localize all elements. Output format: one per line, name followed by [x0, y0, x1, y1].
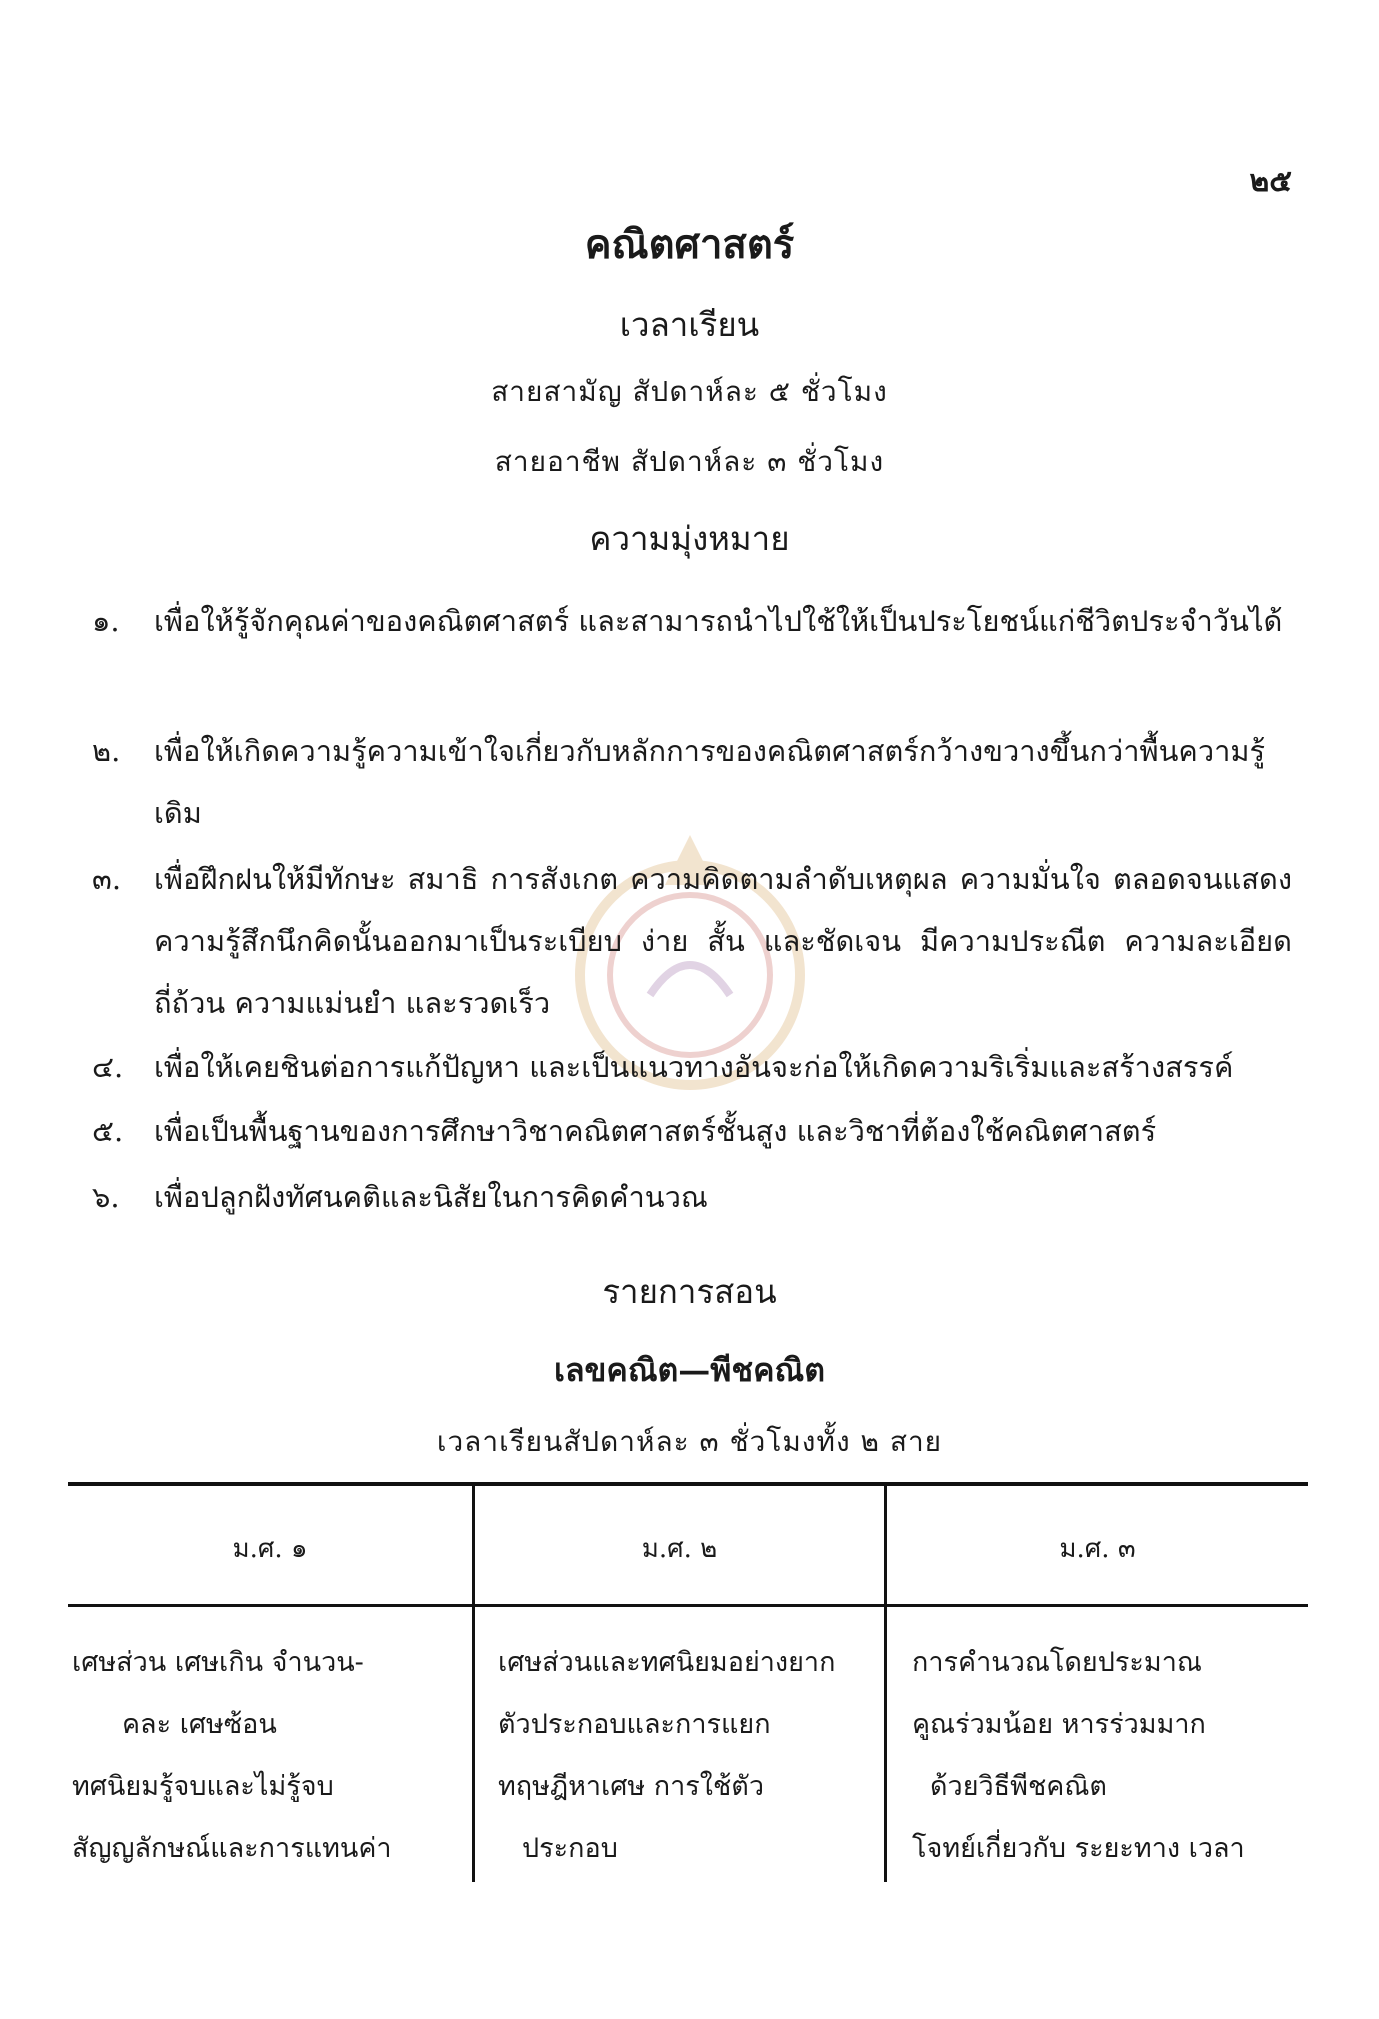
objective-number: ๔. [92, 1050, 124, 1084]
table-cell-line: เศษส่วนและทศนิยมอย่างยาก [498, 1647, 836, 1678]
table-cell-line: ตัวประกอบและการแยก [498, 1709, 771, 1740]
table-cell-line: คูณร่วมน้อย หารร่วมมาก [912, 1709, 1206, 1740]
objective-number: ๖. [92, 1180, 120, 1214]
study-time-heading: เวลาเรียน [619, 305, 760, 344]
objective-number: ๕. [92, 1114, 124, 1148]
table-cell-line: สัญญลักษณ์และการแทนค่า [72, 1833, 392, 1864]
objective-number: ๓. [92, 862, 122, 896]
table-cell-line: การคำนวณโดยประมาณ [912, 1647, 1202, 1678]
objective-number: ๒. [92, 734, 121, 768]
table-top-rule [68, 1482, 1308, 1486]
table-cell-line: ประกอบ [522, 1833, 618, 1864]
page-title: คณิตศาสตร์ [584, 221, 795, 268]
table-cell-line: โจทย์เกี่ยวกับ ระยะทาง เวลา [912, 1833, 1245, 1864]
table-cell-line: ทฤษฎีหาเศษ การใช้ตัว [498, 1771, 764, 1802]
objective-text: เพื่อฝึกฝนให้มีทักษะ สมาธิ การสังเกต ความคิดตามลำดับเหตุผล ความมั่นใจ ตลอดจนแสดงความรู้สึกนึกคิดนั้นออกมาเป็นระเบียบ ง่าย สั้น และชัดเจน มีความประณีต ความละเอียดถี่ถ้วน ความแม่นยำ และรวดเร็ว [154, 862, 1292, 1020]
column-header-ms3: ม.ศ. ๓ [1059, 1534, 1136, 1564]
table-cell-line: ทศนิยมรู้จบและไม่รู้จบ [72, 1771, 334, 1802]
objective-text: เพื่อให้เกิดความรู้ความเข้าใจเกี่ยวกับหลักการของคณิตศาสตร์กว้างขวางขึ้นกว่าพื้นความรู้เดิม [154, 734, 1266, 830]
column-header-ms1: ม.ศ. ๑ [232, 1534, 308, 1564]
curriculum-heading: รายการสอน [602, 1272, 777, 1311]
table-header-rule [68, 1604, 1308, 1607]
table-cell-line: คละ เศษซ้อน [122, 1709, 277, 1740]
page-number: ๒๕ [1249, 164, 1292, 199]
objective-text: เพื่อให้เคยชินต่อการแก้ปัญหา และเป็นแนวทางอันจะก่อให้เกิดความริเริ่มและสร้างสรรค์ [154, 1050, 1234, 1084]
objective-text: เพื่อปลูกฝังทัศนคติและนิสัยในการคิดคำนวณ [154, 1180, 708, 1214]
schedule-vocational: สายอาชีพ สัปดาห์ละ ๓ ชั่วโมง [494, 445, 885, 478]
objective-number: ๑. [92, 604, 120, 638]
column-header-ms2: ม.ศ. ๒ [641, 1534, 718, 1564]
schedule-general: สายสามัญ สัปดาห์ละ ๕ ชั่วโมง [491, 375, 888, 408]
objectives-heading: ความมุ่งหมาย [589, 519, 790, 558]
table-cell-line: เศษส่วน เศษเกิน จำนวน- [72, 1647, 364, 1678]
subject-title: เลขคณิต—พีชคณิต [554, 1351, 825, 1389]
objective-text: เพื่อเป็นพื้นฐานของการศึกษาวิชาคณิตศาสตร์ชั้นสูง และวิชาที่ต้องใช้คณิตศาสตร์ [154, 1114, 1157, 1148]
curriculum-time-note: เวลาเรียนสัปดาห์ละ ๓ ชั่วโมงทั้ง ๒ สาย [436, 1425, 943, 1458]
table-cell-line: ด้วยวิธีพีชคณิต [930, 1771, 1107, 1802]
objective-text: เพื่อให้รู้จักคุณค่าของคณิตศาสตร์ และสามารถนำไปใช้ให้เป็นประโยชน์แก่ชีวิตประจำวันได้ [154, 604, 1283, 638]
